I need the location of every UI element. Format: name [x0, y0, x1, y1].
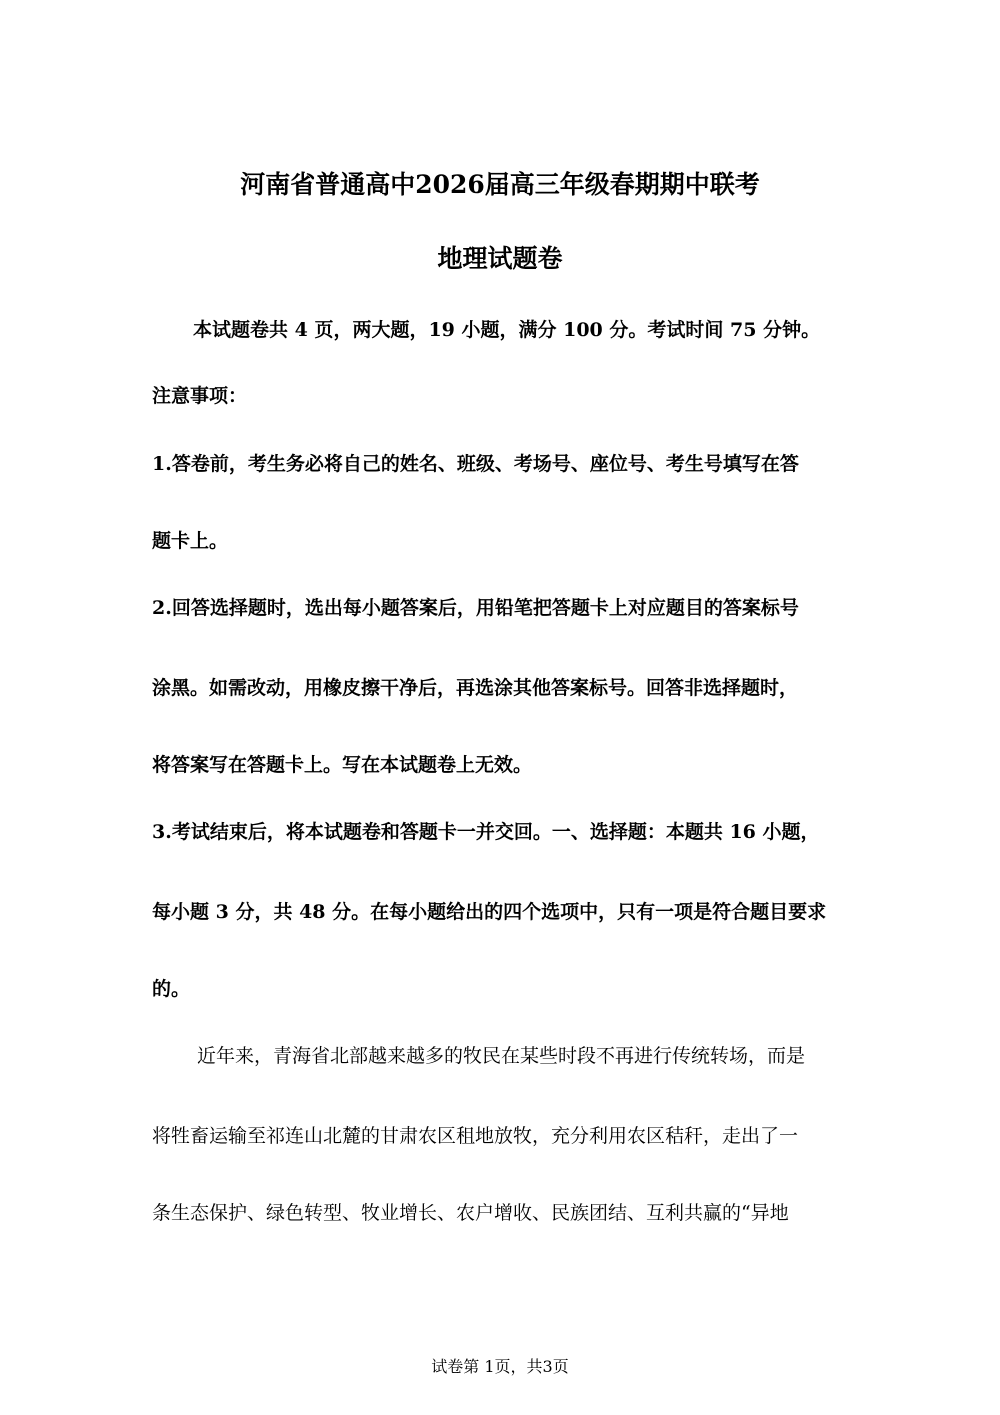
- passage-line: 近年来，青海省北部越来越多的牧民在某些时段不再进行传统转场，而是: [197, 1045, 806, 1067]
- notice-line: 3.考试结束后，将本试题卷和答题卡一并交回。一、选择题：本题共 16 小题，: [152, 821, 820, 843]
- notice-line: 2.回答选择题时，选出每小题答案后，用铅笔把答题卡上对应题目的答案标号: [152, 597, 799, 619]
- passage-line: 条生态保护、绿色转型、牧业增长、农户增收、民族团结、互利共赢的“异地: [152, 1202, 789, 1224]
- exam-intro: 本试题卷共 4 页，两大题，19 小题，满分 100 分。考试时间 75 分钟。: [193, 319, 821, 341]
- document-subtitle: 地理试题卷: [437, 244, 563, 273]
- passage-line: 将牲畜运输至祁连山北麓的甘肃农区租地放牧，充分利用农区秸秆，走出了一: [152, 1125, 799, 1147]
- notice-heading: 注意事项：: [152, 385, 248, 407]
- page-footer: 试卷第 1页，共3页: [431, 1357, 569, 1376]
- notice-line: 涂黑。如需改动，用橡皮擦干净后，再选涂其他答案标号。回答非选择题时，: [152, 677, 799, 699]
- notice-line: 的。: [152, 978, 191, 1000]
- notice-line: 将答案写在答题卡上。写在本试题卷上无效。: [152, 754, 533, 776]
- document-title: 河南省普通高中2026届高三年级春期期中联考: [240, 170, 760, 199]
- notice-line: 每小题 3 分，共 48 分。在每小题给出的四个选项中，只有一项是符合题目要求: [152, 901, 827, 923]
- notice-line: 1.答卷前，考生务必将自己的姓名、班级、考场号、座位号、考生号填写在答: [152, 453, 799, 475]
- notice-line: 题卡上。: [152, 530, 229, 552]
